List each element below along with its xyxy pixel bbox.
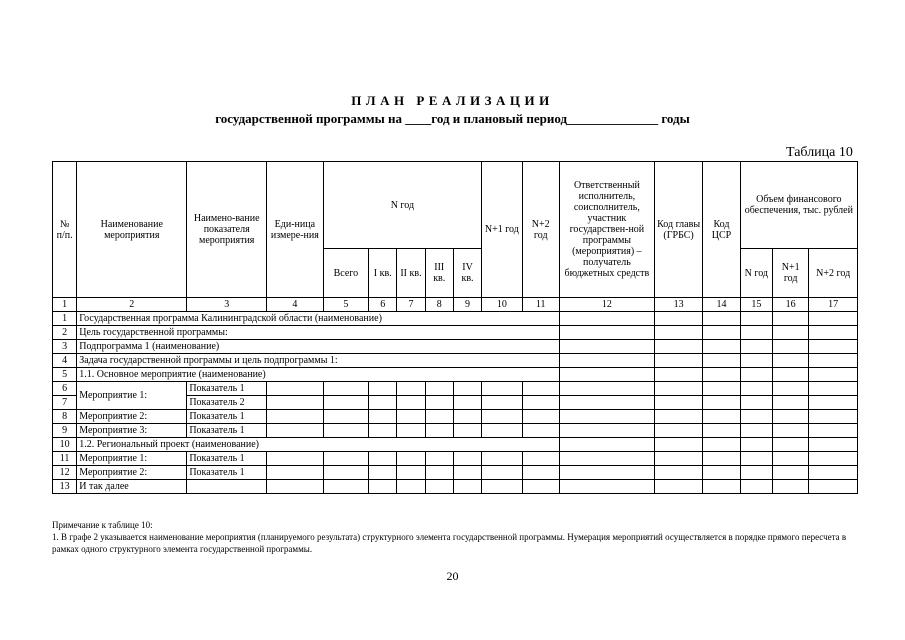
col-number: 5 xyxy=(323,298,368,312)
row-number: 6 xyxy=(53,382,77,396)
note-title: Примечание к таблице 10: xyxy=(52,520,153,530)
col-number: 2 xyxy=(77,298,187,312)
row-title: Подпрограмма 1 (наименование) xyxy=(77,340,560,354)
header-unit: Еди-ница измере-ния xyxy=(267,162,324,298)
row-number: 13 xyxy=(53,480,77,494)
row-number: 12 xyxy=(53,466,77,480)
col-number: 7 xyxy=(397,298,425,312)
row-title: 1.2. Региональный проект (наименование) xyxy=(77,438,560,452)
row-number: 8 xyxy=(53,410,77,424)
event-name: Мероприятие 3: xyxy=(77,424,187,438)
header-fin-n: N год xyxy=(740,249,772,298)
header-grbs: Код главы (ГРБС) xyxy=(654,162,702,298)
header-indicator: Наимено-вание показателя мероприятия xyxy=(187,162,267,298)
col-number: 8 xyxy=(425,298,453,312)
col-number: 10 xyxy=(482,298,522,312)
note-text: 1. В графе 2 указывается наименование мероприятия (планируемого результата) структурного элемента государственной программы. Нумерация мероприятий осуществляется в порядке прямого пересчета в рамках одного структурного элемента государственной программы. xyxy=(52,532,847,554)
indicator-name: Показатель 2 xyxy=(187,396,267,410)
header-fin-n2: N+2 год xyxy=(809,249,858,298)
col-number: 3 xyxy=(187,298,267,312)
header-n-year: N год xyxy=(323,162,482,249)
header-fin-n1: N+1 год xyxy=(772,249,808,298)
indicator-name: Показатель 1 xyxy=(187,410,267,424)
row-number: 2 xyxy=(53,326,77,340)
event-name: Мероприятие 1: xyxy=(77,452,187,466)
col-number: 15 xyxy=(740,298,772,312)
row-number: 10 xyxy=(53,438,77,452)
table-row xyxy=(53,424,858,438)
row-title: Цель государственной программы: xyxy=(77,326,560,340)
col-number: 14 xyxy=(703,298,740,312)
plan-table xyxy=(52,161,858,494)
col-number: 6 xyxy=(369,298,397,312)
header-event: Наименование мероприятия xyxy=(77,162,187,298)
table-row xyxy=(53,340,858,354)
table-row xyxy=(53,410,858,424)
col-number: 12 xyxy=(559,298,654,312)
header-csr: Код ЦСР xyxy=(703,162,740,298)
document-title: ПЛАН РЕАЛИЗАЦИИ xyxy=(351,93,554,108)
row-number: 9 xyxy=(53,424,77,438)
table-row xyxy=(53,452,858,466)
row-title: И так далее xyxy=(77,480,187,494)
col-number: 4 xyxy=(267,298,324,312)
table-row xyxy=(53,312,858,326)
row-title: Государственная программа Калининградской области (наименование) xyxy=(77,312,560,326)
col-number: 13 xyxy=(654,298,702,312)
row-number: 11 xyxy=(53,452,77,466)
row-number: 1 xyxy=(53,312,77,326)
table-note xyxy=(52,519,862,555)
table-row xyxy=(53,354,858,368)
header-total: Всего xyxy=(323,249,368,298)
col-number: 9 xyxy=(453,298,481,312)
row-title: 1.1. Основное мероприятие (наименование) xyxy=(77,368,560,382)
table-row xyxy=(53,438,858,452)
event-name: Мероприятие 1: xyxy=(77,382,187,410)
header-q4: IV кв. xyxy=(453,249,481,298)
table-row xyxy=(53,480,858,494)
event-name: Мероприятие 2: xyxy=(77,466,187,480)
row-number: 5 xyxy=(53,368,77,382)
indicator-name: Показатель 1 xyxy=(187,466,267,480)
row-number: 7 xyxy=(53,396,77,410)
row-number: 4 xyxy=(53,354,77,368)
row-number: 3 xyxy=(53,340,77,354)
column-number-row xyxy=(53,298,858,312)
table-row xyxy=(53,368,858,382)
col-number: 17 xyxy=(809,298,858,312)
table-row xyxy=(53,382,858,396)
header-num: № п/п. xyxy=(53,162,77,298)
col-number: 1 xyxy=(53,298,77,312)
header-n1-year: N+1 год xyxy=(482,162,522,298)
indicator-name: Показатель 1 xyxy=(187,424,267,438)
document-subtitle: государственной программы на ____год и плановый период______________ годы xyxy=(215,111,690,126)
row-title: Задача государственной программы и цель подпрограммы 1: xyxy=(77,354,560,368)
header-responsible: Ответственный исполнитель, соисполнитель, участник государствен-ной программы (мероприятия) – получатель бюджетных средств xyxy=(559,162,654,298)
col-number: 11 xyxy=(522,298,559,312)
table-row xyxy=(53,326,858,340)
col-number: 16 xyxy=(772,298,808,312)
indicator-name: Показатель 1 xyxy=(187,382,267,396)
table-row xyxy=(53,466,858,480)
header-q1: I кв. xyxy=(369,249,397,298)
header-n2-year: N+2 год xyxy=(522,162,559,298)
header-q2: II кв. xyxy=(397,249,425,298)
table-label: Таблица 10 xyxy=(786,145,853,160)
header-q3: III кв. xyxy=(425,249,453,298)
header-financing: Объем финансового обеспечения, тыс. рублей xyxy=(740,162,857,249)
event-name: Мероприятие 2: xyxy=(77,410,187,424)
page-number: 20 xyxy=(446,569,459,583)
indicator-name: Показатель 1 xyxy=(187,452,267,466)
